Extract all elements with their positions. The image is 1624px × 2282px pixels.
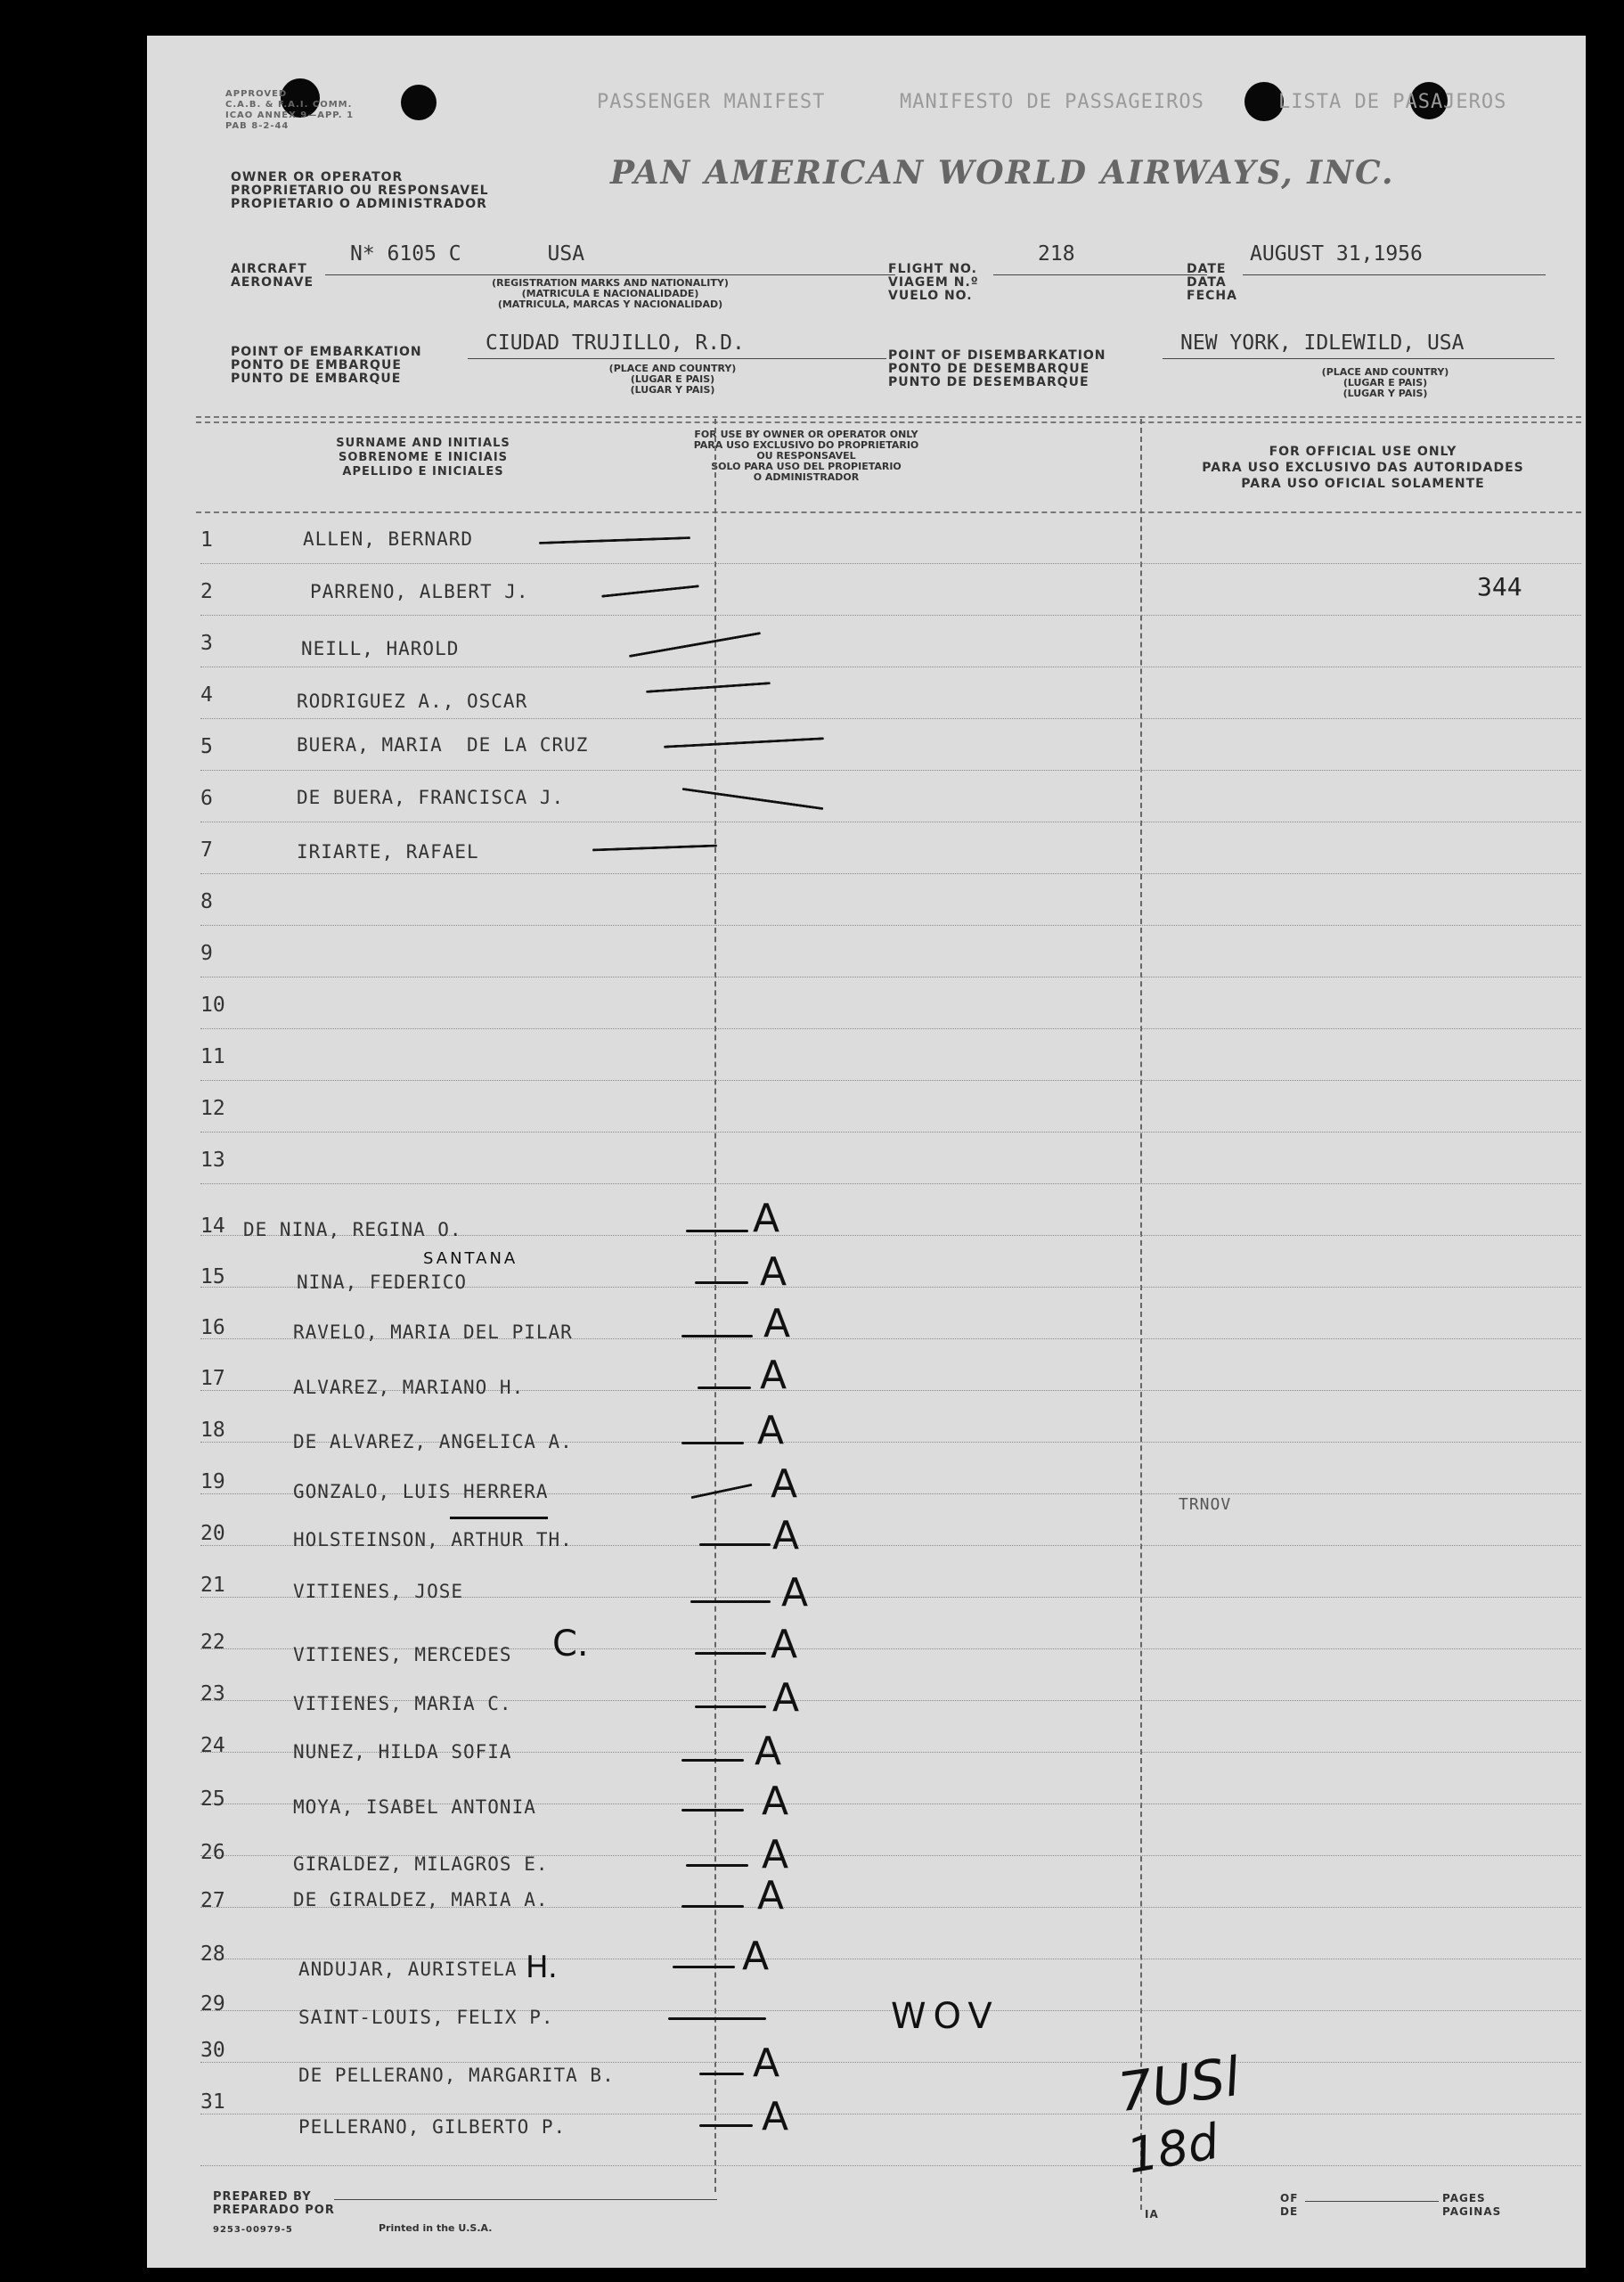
prepared-by-underline (334, 2199, 717, 2200)
check-stroke (686, 1864, 748, 1867)
mark-a: A (762, 1832, 789, 1877)
date-label: DATE DATA FECHA (1187, 262, 1237, 303)
passenger-name: GIRALDEZ, MILAGROS E. (293, 1853, 549, 1875)
row-number: 25 (200, 1787, 225, 1811)
row-number: 13 (200, 1149, 225, 1172)
check-stroke (681, 1809, 744, 1812)
passenger-name: HOLSTEINSON, ARTHUR TH. (293, 1529, 573, 1550)
passenger-name: PARRENO, ALBERT J. (310, 581, 529, 602)
passenger-name: RAVELO, MARIA DEL PILAR (293, 1321, 573, 1343)
embarkation-label: POINT OF EMBARKATION PONTO DE EMBARQUE PUNTO DE EMBARQUE (231, 345, 422, 386)
check-stroke (601, 585, 699, 597)
check-stroke (629, 632, 761, 658)
mark-a: A (763, 1301, 791, 1346)
aircraft-value: N* 6105 C USA (350, 242, 585, 266)
passenger-name: DE BUERA, FRANCISCA J. (297, 787, 565, 808)
passenger-name: DE NINA, REGINA O. (243, 1219, 462, 1240)
mark-a: A (781, 1570, 809, 1615)
row-number: 1 (200, 528, 213, 552)
row-number: 18 (200, 1419, 225, 1442)
handwritten-santana: SANTANA (423, 1249, 518, 1268)
table-top-border (196, 416, 1581, 418)
row-number: 20 (200, 1522, 225, 1545)
flight-label: FLIGHT NO. VIAGEM N.º VUELO NO. (888, 262, 979, 303)
row-number: 17 (200, 1367, 225, 1390)
manifest-page (147, 36, 1586, 2268)
passenger-name: SAINT-LOUIS, FELIX P. (298, 2007, 554, 2028)
owner-label: OWNER OR OPERATOR PROPRIETARIO OU RESPONSAVEL PROPIETARIO O ADMINISTRADOR (231, 170, 489, 211)
check-stroke (699, 2073, 744, 2075)
aircraft-underline (325, 274, 895, 275)
row-number: 5 (200, 735, 213, 758)
passenger-name: ALVAREZ, MARIANO H. (293, 1377, 525, 1398)
row-separator (200, 563, 1581, 564)
title-portuguese: MANIFESTO DE PASSAGEIROS (900, 91, 1204, 113)
official-column-header: FOR OFFICIAL USE ONLY PARA USO EXCLUSIVO DAS AUTORIDADES PARA USO OFICIAL SOLAMENTE (1202, 445, 1524, 491)
disembarkation-underline (1163, 358, 1555, 359)
row-separator (200, 615, 1581, 616)
mark-a: A (771, 1461, 798, 1507)
passenger-name: VITIENES, JOSE (293, 1581, 464, 1602)
check-stroke (699, 1543, 771, 1546)
row-separator (200, 873, 1581, 874)
check-stroke (690, 1484, 752, 1499)
name-underline-herrera (450, 1517, 548, 1519)
official-number: 344 (1477, 572, 1522, 601)
passenger-name: MOYA, ISABEL ANTONIA (293, 1796, 536, 1818)
mark-a: A (762, 2094, 789, 2139)
check-stroke (592, 845, 717, 852)
passenger-name: ALLEN, BERNARD (303, 528, 474, 550)
form-number: 9253-00979-5 (213, 2225, 293, 2235)
passenger-name: DE ALVAREZ, ANGELICA A. (293, 1431, 573, 1452)
registration-caption: (REGISTRATION MARKS AND NATIONALITY) (MATRICULA E NACIONALIDADE) (MATRICULA, MARCAS Y NACIONALIDAD) (492, 277, 729, 310)
flight-underline (993, 274, 1207, 275)
signature-scribble-lower: 18d (1122, 2113, 1223, 2185)
check-stroke (695, 1281, 748, 1284)
row-separator (200, 1028, 1581, 1029)
row-separator (200, 1132, 1581, 1133)
embarkation-place-caption: (PLACE AND COUNTRY) (LUGAR E PAIS) (LUGAR Y PAIS) (608, 363, 737, 396)
row-number: 24 (200, 1734, 225, 1757)
passenger-name: VITIENES, MERCEDES (293, 1644, 512, 1665)
row-number: 23 (200, 1682, 225, 1705)
row-number: 22 (200, 1631, 225, 1654)
disembarkation-place-caption: (PLACE AND COUNTRY) (LUGAR E PAIS) (LUGAR Y PAIS) (1321, 366, 1449, 399)
column-divider-2 (1140, 419, 1142, 2210)
check-stroke (686, 1230, 748, 1232)
row-number: 16 (200, 1316, 225, 1339)
check-stroke (682, 788, 824, 810)
row-number: 30 (200, 2039, 225, 2062)
row-number: 10 (200, 994, 225, 1017)
passenger-name: IRIARTE, RAFAEL (297, 841, 479, 863)
check-stroke (646, 682, 771, 693)
row-number: 26 (200, 1841, 225, 1864)
row-number: 9 (200, 942, 213, 965)
passenger-name: BUERA, MARIA DE LA CRUZ (297, 734, 589, 756)
embarkation-underline (468, 358, 886, 359)
passenger-name: NINA, FEDERICO (297, 1272, 468, 1293)
passenger-name: GONZALO, LUIS HERRERA (293, 1481, 549, 1502)
pages-label: PAGES PAGINAS (1442, 2192, 1502, 2218)
row-number: 31 (200, 2090, 225, 2114)
signature-scribble: 7USl (1114, 2045, 1245, 2125)
mark-a: A (753, 1196, 780, 1241)
title-english: PASSENGER MANIFEST (597, 91, 826, 113)
row-separator (200, 718, 1581, 719)
prepared-by-label: PREPARED BY PREPARADO POR (213, 2190, 335, 2217)
punch-hole-middle (401, 85, 437, 120)
row-number: 28 (200, 1943, 225, 1966)
table-header-border (196, 511, 1581, 513)
of-label: OF DE (1280, 2192, 1299, 2218)
mark-a: A (757, 1873, 785, 1918)
row-number: 6 (200, 787, 213, 810)
mark-a: A (772, 1675, 800, 1721)
check-stroke (681, 1905, 744, 1908)
page-fragment-label: IA (1145, 2208, 1159, 2221)
date-underline (1243, 274, 1546, 275)
row-number: 27 (200, 1889, 225, 1912)
check-stroke (699, 2124, 753, 2127)
row-separator (200, 770, 1581, 771)
row-separator (200, 2165, 1581, 2166)
row-separator (200, 1080, 1581, 1081)
mark-a: A (771, 1622, 798, 1667)
check-stroke (690, 1600, 771, 1603)
approval-note: APPROVED C.A.B. & F.A.I. COMM. ICAO ANNEX 9—APP. 1 PAB 8-2-44 (225, 89, 355, 131)
check-stroke (673, 1966, 735, 1968)
check-stroke (664, 737, 824, 748)
embarkation-value: CIUDAD TRUJILLO, R.D. (486, 331, 745, 355)
check-stroke (681, 1335, 753, 1337)
passenger-name: PELLERANO, GILBERTO P. (298, 2116, 567, 2138)
surname-column-header: SURNAME AND INITIALS SOBRENOME E INICIAIS APELLIDO E INICIALES (336, 437, 510, 478)
operator-column-header: FOR USE BY OWNER OR OPERATOR ONLY PARA USO EXCLUSIVO DO PROPRIETARIO OU RESPONSAVEL SOLO PARA USO DEL PROPIETARIO O ADMINISTRADOR (693, 429, 919, 483)
official-note-row-19: TRNOV (1179, 1495, 1232, 1514)
passenger-name: NEILL, HAROLD (301, 638, 460, 659)
passenger-name: ANDUJAR, AURISTELA (298, 1959, 518, 1980)
row-number: 15 (200, 1265, 225, 1288)
row-number: 19 (200, 1470, 225, 1493)
title-spanish: LISTA DE PASAJEROS (1278, 91, 1507, 113)
handwritten-initial-c: C. (552, 1624, 589, 1664)
passenger-name: RODRIGUEZ A., OSCAR (297, 691, 528, 712)
row-number: 29 (200, 1992, 225, 2016)
mark-a: A (757, 1408, 785, 1453)
table-top-border-inner (196, 421, 1581, 423)
mark-a: A (760, 1249, 788, 1295)
passenger-name: DE GIRALDEZ, MARIA A. (293, 1889, 549, 1910)
of-underline (1305, 2201, 1439, 2202)
row-number: 8 (200, 890, 213, 913)
check-stroke (698, 1386, 751, 1389)
printed-in-usa: Printed in the U.S.A. (379, 2222, 493, 2234)
check-stroke (681, 1442, 744, 1444)
check-stroke (695, 1705, 766, 1708)
row-number: 11 (200, 1045, 225, 1068)
flight-value: 218 (1038, 242, 1075, 266)
row-separator (200, 925, 1581, 926)
airline-name: PAN AMERICAN WORLD AIRWAYS, INC. (610, 154, 1395, 192)
mark-a: A (762, 1779, 789, 1824)
mark-a: A (755, 1729, 782, 1774)
row-separator (200, 1183, 1581, 1184)
row-separator (200, 2062, 1581, 2063)
date-value: AUGUST 31,1956 (1250, 242, 1423, 266)
handwritten-initial-h: H. (526, 1950, 558, 1985)
row-number: 7 (200, 838, 213, 862)
mark-a: A (772, 1513, 800, 1558)
row-number: 12 (200, 1097, 225, 1120)
check-stroke (695, 1652, 766, 1655)
passenger-name: VITIENES, MARIA C. (293, 1693, 512, 1714)
passenger-name: NUNEZ, HILDA SOFIA (293, 1741, 512, 1763)
check-stroke (681, 1759, 744, 1762)
row-number: 21 (200, 1574, 225, 1597)
mark-a: A (742, 1934, 770, 1979)
handwritten-wov: WOV (891, 1996, 1000, 2037)
row-number: 2 (200, 580, 213, 603)
row-number: 4 (200, 683, 213, 707)
aircraft-label: AIRCRAFT AERONAVE (231, 262, 314, 290)
check-stroke (539, 536, 690, 544)
disembarkation-value: NEW YORK, IDLEWILD, USA (1180, 331, 1465, 355)
disembarkation-label: POINT OF DISEMBARKATION PONTO DE DESEMBARQUE PUNTO DE DESEMBARQUE (888, 348, 1106, 389)
mark-a: A (760, 1353, 788, 1398)
passenger-name: DE PELLERANO, MARGARITA B. (298, 2065, 615, 2086)
check-stroke (668, 2017, 766, 2020)
mark-a: A (753, 2041, 780, 2086)
row-number: 3 (200, 632, 213, 655)
row-number: 14 (200, 1215, 225, 1238)
